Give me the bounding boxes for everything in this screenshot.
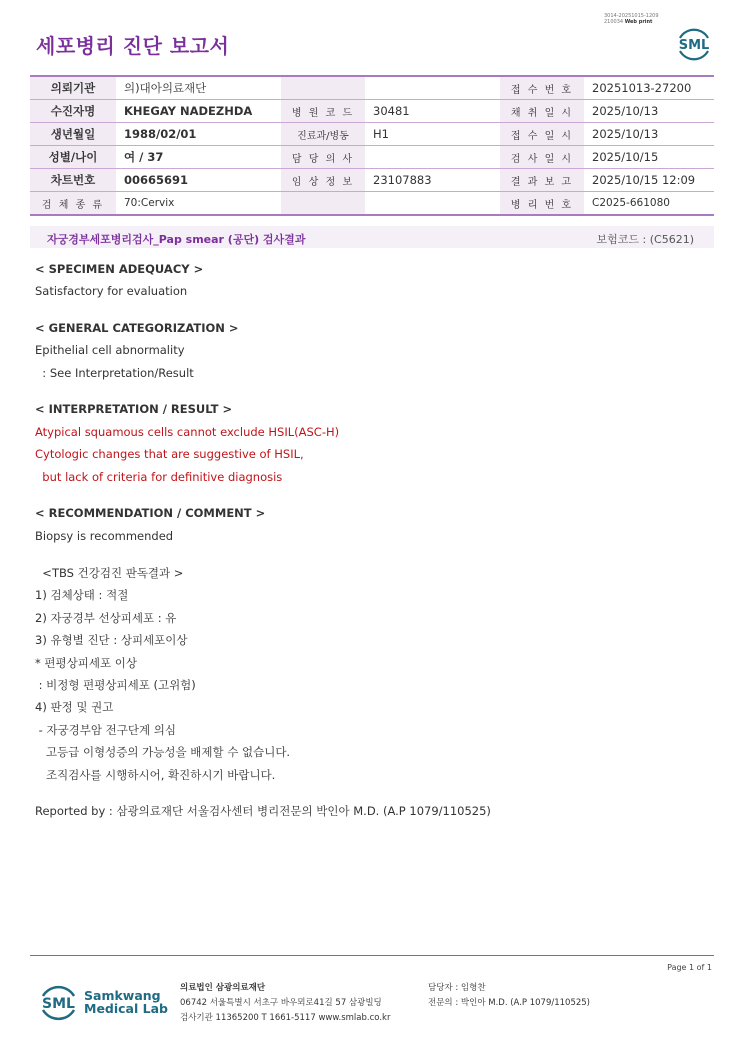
value-receipt-number: 20251013-27200 xyxy=(584,76,714,100)
brand-name xyxy=(84,989,168,1015)
page-number: Page 1 of 1 xyxy=(667,963,712,972)
empty-label xyxy=(281,76,365,100)
value-birth-date: 1988/02/01 xyxy=(116,123,281,146)
footer-divider xyxy=(30,955,714,956)
info-row xyxy=(30,100,714,123)
label-sex-age: 성별/나이 xyxy=(30,146,116,169)
recommendation-heading: < RECOMMENDATION / COMMENT > xyxy=(35,506,266,520)
org-name: 의료법인 삼광의료재단 xyxy=(180,983,266,993)
label-test-date: 검 사 일 시 xyxy=(500,146,584,169)
value-department: H1 xyxy=(365,123,500,146)
interpretation-line: Atypical squamous cells cannot exclude HSIL(ASC-H) xyxy=(35,425,340,439)
svg-text:SML: SML xyxy=(42,996,75,1012)
category-sub: : See Interpretation/Result xyxy=(35,366,194,380)
tbs-line: 고등급 이형성증의 가능성을 배제할 수 없습니다. xyxy=(35,745,291,759)
adequacy-heading: < SPECIMEN ADEQUACY > xyxy=(35,262,204,276)
interpretation-line: but lack of criteria for definitive diagnosis xyxy=(35,470,283,484)
interpretation-line: Cytologic changes that are suggestive of HSIL, xyxy=(35,447,304,461)
value-collection-date: 2025/10/13 xyxy=(584,100,714,123)
print-code xyxy=(604,13,659,25)
tbs-line: 4) 판정 및 권고 xyxy=(35,700,114,714)
tbs-line: 2) 자궁경부 선상피세포 : 유 xyxy=(35,611,177,625)
tbs-line: * 편평상피세포 이상 xyxy=(35,656,137,670)
brand-line: Samkwang xyxy=(84,988,161,1003)
print-code-line2: 210034 Web print xyxy=(604,19,653,25)
tbs-heading: <TBS 건강검진 판독결과 > xyxy=(35,566,184,580)
print-code-line1: 3014-20251015-1209 xyxy=(604,13,659,19)
label-specimen-type: 검 체 종 류 xyxy=(30,192,116,216)
recommendation-text: Biopsy is recommended xyxy=(35,529,174,543)
brand-line: Medical Lab xyxy=(84,1001,168,1016)
value-sex-age: 여 / 37 xyxy=(116,146,281,169)
category-text: Epithelial cell abnormality xyxy=(35,343,185,357)
label-receipt-date: 접 수 일 시 xyxy=(500,123,584,146)
info-row xyxy=(30,146,714,169)
org-contact: 검사기관 11365200 T 1661-5117 www.smlab.co.kr xyxy=(180,1013,391,1023)
category-heading: < GENERAL CATEGORIZATION > xyxy=(35,321,239,335)
value-test-date: 2025/10/15 xyxy=(584,146,714,169)
label-birth-date: 생년월일 xyxy=(30,123,116,146)
label-hospital-code: 병 원 코 드 xyxy=(281,100,365,123)
info-row xyxy=(30,76,714,100)
manager: 담당자 : 임형찬 xyxy=(428,983,486,993)
sml-logo-icon xyxy=(674,24,714,64)
label-pathology-number: 병 리 번 호 xyxy=(500,192,584,216)
empty-value xyxy=(365,76,500,100)
label-result-report: 결 과 보 고 xyxy=(500,169,584,192)
info-row xyxy=(30,123,714,146)
tbs-line: - 자궁경부암 전구단계 의심 xyxy=(35,723,176,737)
label-requesting-institution: 의뢰기관 xyxy=(30,76,116,100)
label-clinical-info: 임 상 정 보 xyxy=(281,169,365,192)
patient-info-table xyxy=(30,75,714,216)
label-receipt-number: 접 수 번 호 xyxy=(500,76,584,100)
sml-logo-icon xyxy=(36,980,81,1025)
empty-label xyxy=(281,192,365,216)
value-specimen-type: 70:Cervix xyxy=(116,192,281,216)
value-pathology-number: C2025-661080 xyxy=(584,192,714,216)
label-collection-date: 채 취 일 시 xyxy=(500,100,584,123)
value-clinical-info: 23107883 xyxy=(365,169,500,192)
adequacy-text: Satisfactory for evaluation xyxy=(35,284,188,298)
label-patient-name: 수진자명 xyxy=(30,100,116,123)
empty-value xyxy=(365,192,500,216)
tbs-line: : 비정형 편평상피세포 (고위험) xyxy=(35,678,196,692)
value-chart-number: 00665691 xyxy=(116,169,281,192)
tbs-line: 조직검사를 시행하시어, 확진하시기 바랍니다. xyxy=(35,768,276,782)
tbs-line: 1) 검체상태 : 적절 xyxy=(35,588,129,602)
reported-by: Reported by : 삼광의료재단 서울검사센터 병리전문의 박인아 M.D. (A.P 1079/110525) xyxy=(35,804,491,818)
value-hospital-code: 30481 xyxy=(365,100,500,123)
insurance-code: 보험코드 : (C5621) xyxy=(596,233,694,246)
label-chart-number: 차트번호 xyxy=(30,169,116,192)
value-result-report: 2025/10/15 12:09 xyxy=(584,169,714,192)
svg-text:SML: SML xyxy=(678,38,710,53)
interpretation-heading: < INTERPRETATION / RESULT > xyxy=(35,402,233,416)
info-row xyxy=(30,169,714,192)
web-print-label: Web print xyxy=(624,19,653,25)
value-patient-name: KHEGAY NADEZHDA xyxy=(116,100,281,123)
page-title: 세포병리 진단 보고서 xyxy=(36,34,230,58)
exam-title-bar xyxy=(30,226,714,248)
specialist: 전문의 : 박인아 M.D. (A.P 1079/110525) xyxy=(428,998,590,1008)
value-attending-doctor xyxy=(365,146,500,169)
label-attending-doctor: 담 당 의 사 xyxy=(281,146,365,169)
value-requesting-institution: 의)대아의료재단 xyxy=(116,76,281,100)
org-address: 06742 서울특별시 서초구 바우뫼로41길 57 삼광빌딩 xyxy=(180,998,382,1008)
exam-title: 자궁경부세포병리검사_Pap smear (공단) 검사결과 xyxy=(47,233,306,246)
tbs-line: 3) 유형별 진단 : 상피세포이상 xyxy=(35,633,188,647)
info-row xyxy=(30,192,714,216)
label-department: 진료과/병동 xyxy=(281,123,365,146)
value-receipt-date: 2025/10/13 xyxy=(584,123,714,146)
